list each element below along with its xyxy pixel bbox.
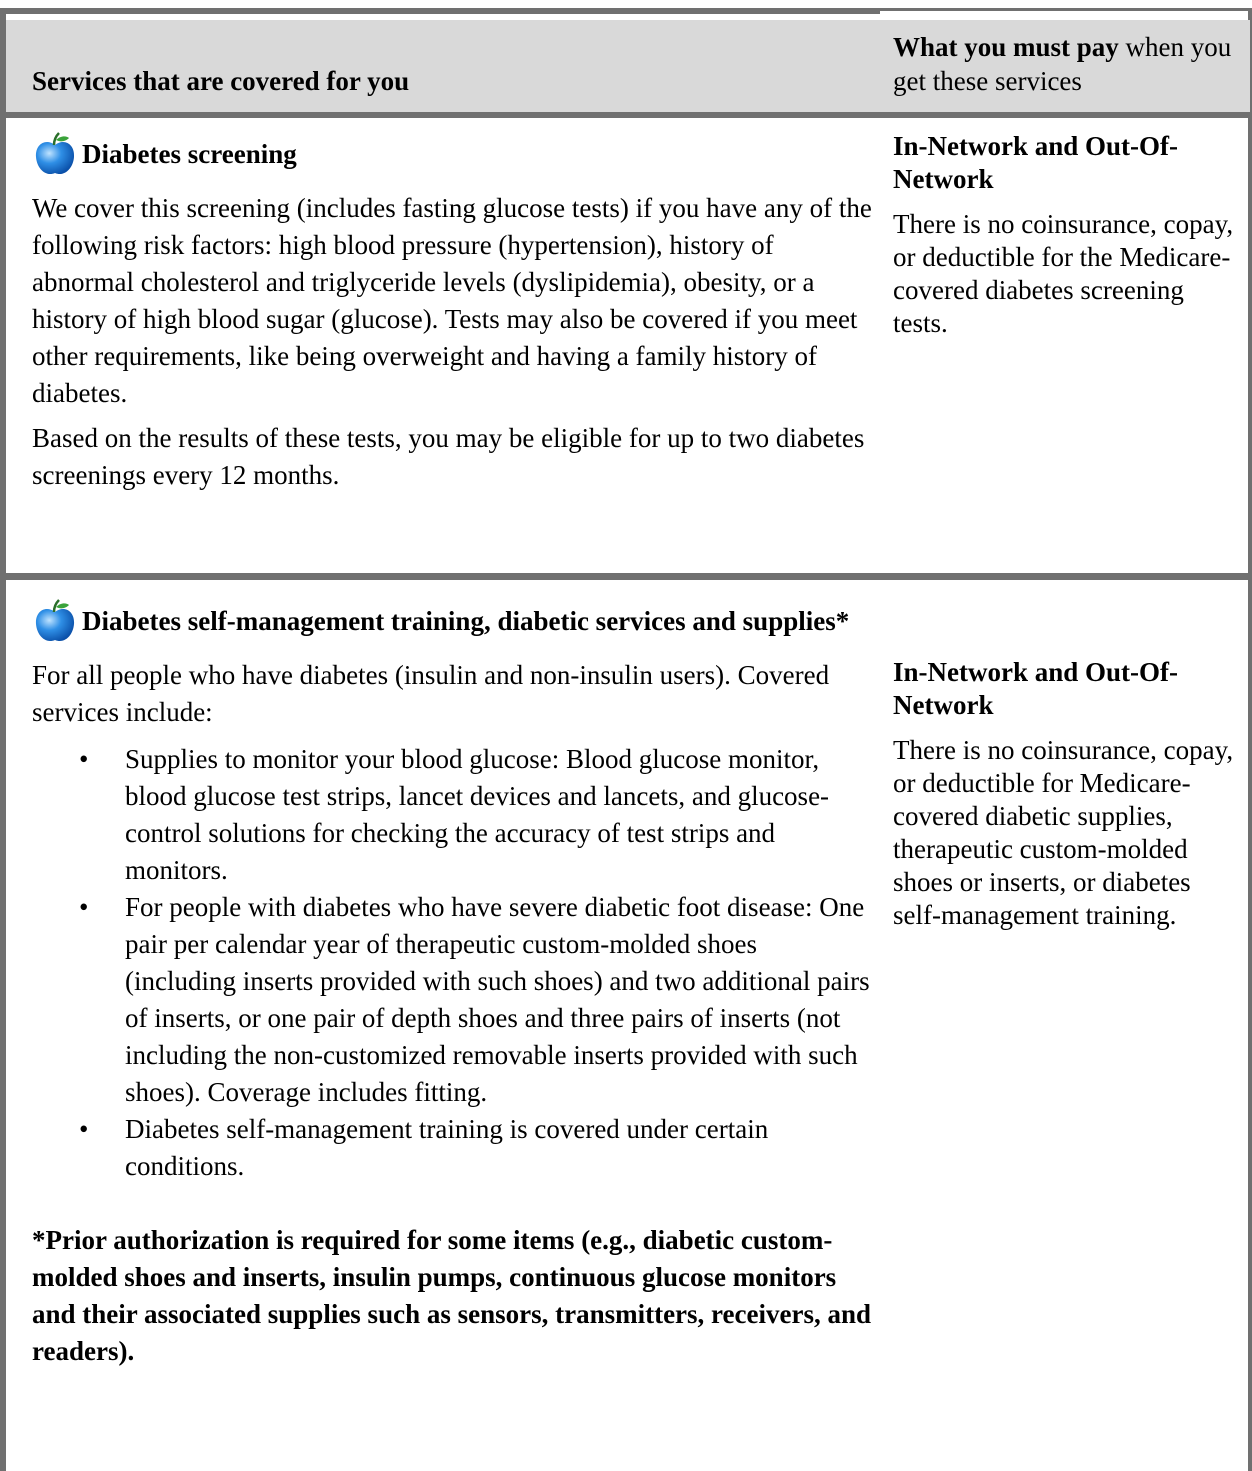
header-payment xyxy=(893,30,1243,98)
list-item: • For people with diabetes who have severe diabetic foot disease: One pair per calendar year of therapeutic custom-molded shoes (including inserts provided with such shoes) and two additional pairs of inserts, or one pair of depth shoes and three pairs of inserts (not including the non-customized removable inserts provided with such shoes). Coverage includes fitting. xyxy=(32,889,872,1111)
row-title: Diabetes screening xyxy=(82,139,297,169)
header-divider xyxy=(0,112,1252,118)
header-payment-bold: What you must pay xyxy=(893,32,1119,62)
row-cost xyxy=(893,656,1243,932)
list-item: • Supplies to monitor your blood glucose: Blood glucose monitor, blood glucose test strips, lancet devices and lancets, and glucose-control solutions for checking the accuracy of test strips and monitors. xyxy=(32,741,872,889)
apple-icon xyxy=(32,599,78,645)
covered-services-list xyxy=(32,741,872,1185)
row-paragraph: We cover this screening (includes fasting glucose tests) if you have any of the following risk factors: high blood pressure (hypertension), history of abnormal cholesterol and triglyceride levels (dyslipidemia), obesity, or a history of high blood sugar (glucose). Tests may also be covered if you meet other requirements, like being overweight and having a family history of diabetes. xyxy=(32,193,872,408)
row-divider xyxy=(0,573,1252,580)
row-diabetes-screening xyxy=(32,138,872,494)
cost-heading: In-Network and Out-Of-Network xyxy=(893,657,1179,720)
apple-icon xyxy=(32,132,78,178)
list-item: • Diabetes self-management training is covered under certain conditions. xyxy=(32,1111,872,1185)
cost-heading: In-Network and Out-Of-Network xyxy=(893,131,1179,194)
header-services: Services that are covered for you xyxy=(32,66,410,96)
row-paragraph: Based on the results of these tests, you may be eligible for up to two diabetes screenings every 12 months. xyxy=(32,423,865,490)
right-border xyxy=(1248,8,1252,1471)
row-diabetes-supplies xyxy=(32,605,872,1370)
left-border xyxy=(0,8,6,1471)
top-border xyxy=(0,8,880,14)
prior-authorization-note: *Prior authorization is required for some items (e.g., diabetic custom-molded shoes and inserts, insulin pumps, continuous glucose monitors and their associated supplies such as sensors, transmitters, receivers, and readers). xyxy=(32,1225,872,1366)
column-divider xyxy=(882,16,885,1471)
row-title: Diabetes self-management training, diabetic services and supplies* xyxy=(82,606,850,636)
header-payment-rest: when you get these services xyxy=(893,32,1232,96)
cost-text: There is no coinsurance, copay, or deductible for the Medicare-covered diabetes screening tests. xyxy=(893,209,1234,338)
cost-text: There is no coinsurance, copay, or deductible for Medicare-covered diabetic supplies, therapeutic custom-molded shoes or inserts, or diabetes self-management training. xyxy=(893,735,1234,930)
top-border-right xyxy=(880,8,1252,11)
row-cost xyxy=(893,130,1243,340)
row-intro: For all people who have diabetes (insulin and non-insulin users). Covered services include: xyxy=(32,660,830,727)
